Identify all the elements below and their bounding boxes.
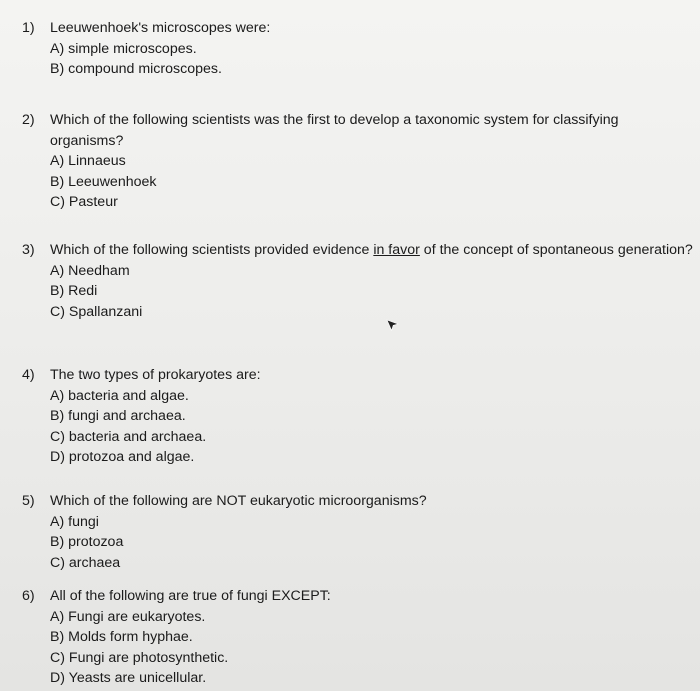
options-list: [50, 607, 694, 689]
option-b: B) Molds form hyphae.: [50, 629, 193, 645]
question-number: 4): [22, 367, 35, 383]
question-3: [22, 240, 694, 322]
option-c: C) Pasteur: [50, 194, 118, 210]
question-text: [50, 240, 694, 261]
question-text: The two types of prokaryotes are:: [50, 367, 261, 383]
options-list: [50, 386, 694, 468]
option-c: C) bacteria and archaea.: [50, 428, 207, 445]
question-text-underlined: in favor: [373, 242, 420, 258]
options-list: [50, 151, 694, 213]
question-6: [22, 586, 694, 689]
question-text: Leeuwenhoek's microscopes were:: [50, 20, 271, 36]
question-text-after: of the concept of spontaneous generation?: [419, 242, 693, 258]
question-text: All of the following are true of fungi EXCEPT:: [50, 588, 331, 604]
option-a: A) Linnaeus: [50, 153, 126, 169]
option-a: A) Fungi are eukaryotes.: [50, 608, 206, 625]
option-b: B) fungi and archaea.: [50, 408, 186, 424]
question-text: Which of the following scientists was the first to develop a taxonomic system for classifying organisms?: [50, 112, 619, 149]
question-1: [22, 18, 694, 80]
question-2: [22, 110, 694, 213]
option-c: C) Fungi are photosynthetic.: [50, 649, 229, 666]
mouse-pointer-icon: [386, 318, 400, 332]
option-a: A) bacteria and algae.: [50, 387, 189, 404]
option-a: A) Needham: [50, 262, 130, 279]
option-b: B) Leeuwenhoek: [50, 173, 157, 190]
option-b: B) compound microscopes.: [50, 61, 222, 77]
question-5: [22, 491, 694, 573]
question-number: 6): [22, 588, 35, 604]
option-b: B) protozoa: [50, 534, 124, 550]
option-c: C) Spallanzani: [50, 303, 143, 320]
option-a: A) simple microscopes.: [50, 40, 197, 57]
question-number: 1): [22, 20, 35, 36]
option-d: D) protozoa and algae.: [50, 449, 195, 465]
question-number: 5): [22, 493, 35, 509]
question-text: Which of the following are NOT eukaryotic microorganisms?: [50, 493, 427, 509]
option-b: B) Redi: [50, 283, 98, 299]
options-list: [50, 261, 694, 323]
question-number: 3): [22, 242, 35, 258]
options-list: [50, 512, 694, 574]
option-c: C) archaea: [50, 554, 121, 571]
option-a: A) fungi: [50, 513, 99, 530]
question-number: 2): [22, 112, 35, 128]
question-text-before: Which of the following scientists provided evidence: [50, 242, 374, 258]
question-4: [22, 365, 694, 468]
option-d: D) Yeasts are unicellular.: [50, 670, 207, 686]
options-list: [50, 39, 694, 80]
